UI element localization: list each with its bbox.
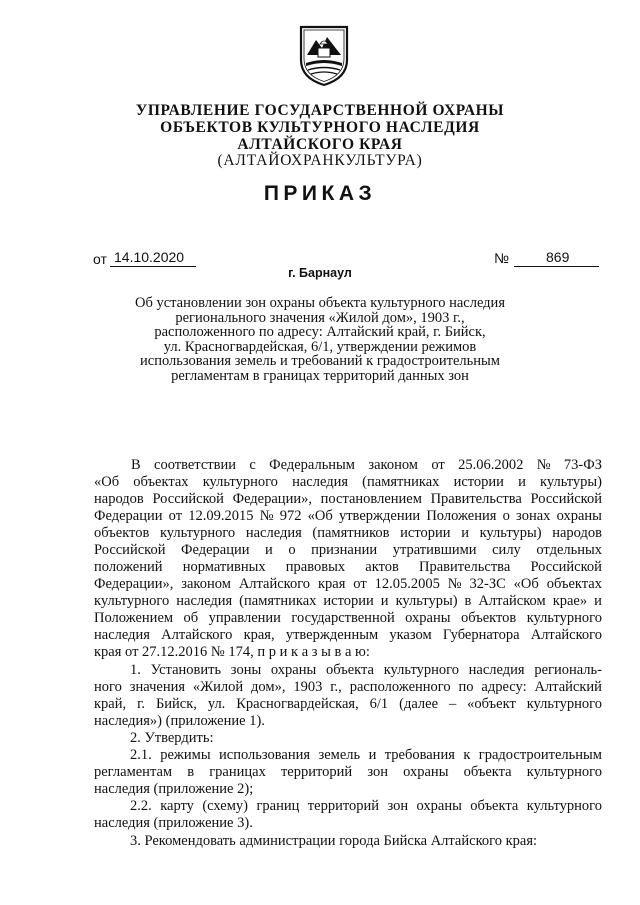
word: границ — [256, 798, 300, 814]
word: регламентам — [94, 764, 173, 780]
word: о — [288, 542, 296, 558]
word: объектов — [94, 525, 150, 541]
body-line: наследия») (приложение 1). — [94, 713, 265, 729]
word: 1. — [130, 662, 141, 678]
word: Положением — [94, 610, 174, 626]
word: – — [448, 696, 457, 712]
word: Установить — [150, 662, 222, 678]
word: Алтайский — [534, 679, 602, 695]
word: Российской — [530, 559, 602, 575]
org-name-line-1: УПРАВЛЕНИЕ ГОСУДАРСТВЕННОЙ ОХРАНЫ — [135, 102, 505, 119]
word: и — [461, 525, 469, 541]
word: нормативных — [182, 559, 266, 575]
word: указом — [389, 627, 432, 643]
order-date: 14.10.2020 — [114, 249, 185, 265]
order-subject — [120, 296, 520, 384]
word: народов — [552, 525, 602, 541]
org-name-line-3: АЛТАЙСКОГО КРАЯ — [237, 136, 403, 153]
word: Правительства — [430, 491, 522, 507]
word: расположенного — [349, 679, 451, 695]
word: 73-ФЗ — [563, 457, 602, 473]
body-line: края от 27.12.2016 № 174, п р и к а з ы в а ю: — [94, 644, 370, 660]
word: культурного — [94, 593, 170, 609]
word: Федерации», — [94, 576, 174, 592]
word: в — [464, 593, 472, 609]
word: зон — [367, 764, 388, 780]
word: требования — [384, 747, 455, 763]
word: «Об — [513, 576, 539, 592]
word: края, — [243, 627, 275, 643]
word: от — [353, 576, 367, 592]
subject-line: ул. Красногвардейская, 6/1, утверждении режимов — [163, 338, 477, 355]
word: объектах — [133, 474, 189, 490]
word: в — [187, 764, 195, 780]
word: охраны — [270, 662, 317, 678]
word: крае» — [552, 593, 588, 609]
word: от — [168, 508, 183, 524]
word: законом — [181, 576, 231, 592]
body-line — [130, 746, 602, 764]
body-line — [94, 524, 602, 542]
body-line — [94, 592, 602, 610]
word: отдельных — [536, 542, 602, 558]
word: Федерации — [94, 508, 163, 524]
order-number: 869 — [546, 249, 570, 265]
word: культуры) — [395, 593, 458, 609]
word: утверждении — [338, 508, 421, 524]
word: народов — [94, 491, 144, 507]
body-line: наследия (приложение 3). — [94, 815, 253, 831]
body-line — [94, 575, 602, 593]
word: Российской — [530, 491, 602, 507]
word: № — [536, 457, 551, 473]
word: признании — [311, 542, 378, 558]
word: культурного — [526, 798, 602, 814]
word: зоны — [230, 662, 262, 678]
word: зонах — [516, 508, 551, 524]
word: соответствии — [154, 457, 236, 473]
word: «Жилой — [192, 679, 244, 695]
word: по — [458, 679, 474, 695]
word: объекта — [325, 662, 374, 678]
word: истории — [400, 525, 451, 541]
subject-line: использования земель и требований к градостроительным — [140, 353, 500, 370]
word: «объект — [467, 696, 516, 712]
word: с — [249, 457, 256, 473]
body-line — [94, 507, 602, 525]
word: постановлением — [320, 491, 422, 507]
word: 12.05.2005 — [374, 576, 440, 592]
coat-of-arms-icon — [298, 22, 350, 88]
body-line — [94, 473, 602, 491]
word: 25.06.2002 — [458, 457, 524, 473]
word: Красногвардейская, — [236, 696, 359, 712]
word: Губернатора — [442, 627, 520, 643]
word: объекта — [463, 764, 512, 780]
word: № — [447, 576, 462, 592]
word: Федерации — [181, 542, 250, 558]
word: Российской — [94, 542, 166, 558]
word: карту — [160, 798, 194, 814]
word: (далее — [399, 696, 439, 712]
word: управлении — [208, 610, 281, 626]
word: Алтайского — [530, 627, 602, 643]
word: охраны — [405, 610, 451, 626]
body-line — [94, 695, 602, 713]
body-line — [130, 661, 602, 679]
word: объекта — [470, 798, 519, 814]
word: край, — [94, 696, 127, 712]
word: ул. — [207, 696, 226, 712]
word: культуры) — [479, 525, 542, 541]
body-line: 3. Рекомендовать администрации города Бийска Алтайского края: — [130, 833, 538, 849]
word: силу — [492, 542, 521, 558]
word: (схему) — [202, 798, 248, 814]
body-line — [94, 626, 602, 644]
word: г. — [137, 696, 145, 712]
org-short-name: (АЛТАЙОХРАНКУЛЬТУРА) — [217, 152, 423, 169]
word: наследия — [245, 525, 302, 541]
word: и — [380, 593, 389, 609]
word: г., — [330, 679, 342, 695]
word: 12.09.2015 — [188, 508, 254, 524]
word: актов — [365, 559, 399, 575]
word: охраны — [416, 798, 462, 814]
word: режимы — [160, 747, 211, 763]
body-line — [94, 763, 602, 781]
word: (памятниках — [239, 593, 317, 609]
word: (памятников — [312, 525, 390, 541]
word: наследия — [176, 593, 233, 609]
word: «Об — [307, 508, 333, 524]
org-name-line-2: ОБЪЕКТОВ КУЛЬТУРНОГО НАСЛЕДИЯ — [160, 119, 480, 136]
word: территорий — [307, 798, 379, 814]
word: культурного — [159, 525, 236, 541]
word: наследия — [468, 662, 525, 678]
word: законом — [368, 457, 418, 473]
body-line: 2. Утвердить: — [130, 730, 214, 746]
word: значения — [129, 679, 186, 695]
word: охраны — [403, 764, 449, 780]
subject-line: регламентам в границах территорий данных зон — [171, 367, 469, 384]
word: 1903 — [293, 679, 323, 695]
word: Алтайском — [478, 593, 546, 609]
word: утратившими — [392, 542, 477, 558]
word: Федеральным — [269, 457, 355, 473]
body-line — [94, 558, 602, 576]
word: объектах — [546, 576, 602, 592]
body-line — [131, 456, 602, 474]
word: ного — [94, 679, 122, 695]
word: региональ- — [534, 662, 602, 678]
word: использования — [219, 747, 311, 763]
body-line — [94, 490, 602, 508]
word: культурного — [526, 610, 602, 626]
word: Алтайского — [161, 627, 233, 643]
body-line — [94, 541, 602, 559]
date-prefix: от — [93, 251, 107, 267]
word: правовых — [285, 559, 346, 575]
word: В — [131, 457, 141, 473]
body-line — [94, 678, 602, 696]
subject-line: регионального значения «Жилой дом», 1903 г., — [175, 309, 465, 326]
word: государственной — [291, 610, 395, 626]
word: Правительства — [419, 559, 511, 575]
word: культуры) — [540, 474, 602, 490]
word: культурного — [202, 474, 278, 490]
body-line: наследия (приложение 2); — [94, 781, 254, 797]
word: градостроительным — [478, 747, 602, 763]
number-prefix: № — [494, 250, 510, 266]
word: и — [368, 747, 377, 763]
word: утвержденным — [285, 627, 379, 643]
word: Бийск, — [155, 696, 197, 712]
word: адресу: — [481, 679, 527, 695]
word: истории — [323, 593, 374, 609]
word: 972 — [279, 508, 302, 524]
word: № — [259, 508, 274, 524]
word: «Об — [94, 474, 120, 490]
document-type-title: ПРИКАЗ — [263, 182, 377, 205]
word: культурного — [383, 662, 459, 678]
word: объектов — [460, 610, 517, 626]
word: о — [502, 508, 510, 524]
word: территорий — [280, 764, 353, 780]
word: истории — [453, 474, 504, 490]
word: 2.1. — [130, 747, 152, 763]
word: границах — [209, 764, 266, 780]
body-line — [130, 797, 602, 815]
word: об — [183, 610, 199, 626]
word: дом», — [251, 679, 286, 695]
body-line — [94, 609, 602, 627]
word: (памятниках — [362, 474, 440, 490]
word: от — [431, 457, 445, 473]
word: 32-ЗС — [469, 576, 506, 592]
word: культурного — [526, 696, 602, 712]
word: и — [265, 542, 273, 558]
word: земель — [318, 747, 361, 763]
word: наследия — [292, 474, 349, 490]
word: положений — [94, 559, 163, 575]
word: и — [594, 593, 602, 609]
word: Алтайского — [238, 576, 311, 592]
word: и — [518, 474, 526, 490]
word: охраны — [556, 508, 602, 524]
word: культурного — [526, 764, 602, 780]
word: Российской — [152, 491, 224, 507]
word: 6/1 — [369, 696, 389, 712]
word: края — [317, 576, 346, 592]
word: наследия — [94, 627, 150, 643]
word: 2.2. — [130, 798, 152, 814]
subject-line: Об установлении зон охраны объекта культурного наследия — [135, 295, 505, 311]
word: к — [463, 747, 471, 763]
word: зон — [387, 798, 409, 814]
city-label: г. Барнаул — [288, 266, 352, 280]
word: Федерации», — [232, 491, 312, 507]
word: Положения — [426, 508, 497, 524]
subject-line: расположенного по адресу: Алтайский край, г. Бийск, — [154, 324, 486, 341]
